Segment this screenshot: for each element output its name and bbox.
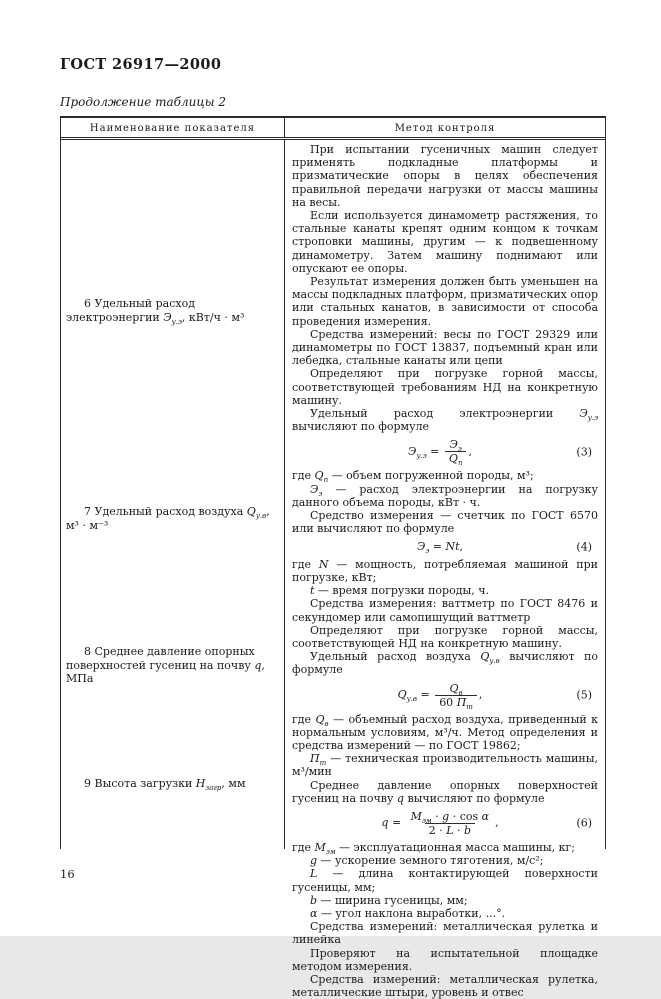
method-paragraph: g — ускорение земного тяготения, м/с²;: [310, 854, 544, 868]
method-paragraph: Определяют при погрузке горной массы, соответствующей требованиям НД на конкретную машину.: [292, 367, 598, 407]
math-variable: $Э_{у.э}$: [408, 444, 427, 461]
formula-body: $Q_{у.в}$ = $\frac{Q_в}{60 П_т}$ ,: [397, 681, 483, 711]
math-variable: $Э_{у.э}$: [579, 407, 598, 423]
math-variable: $Э_э$: [449, 438, 462, 454]
fraction: $\frac{Q_в}{60 П_т}$: [435, 682, 477, 709]
indicator-item: 9 Высота загрузки $H_{загр}$, мм: [84, 777, 246, 793]
math-variable: $Э_э$: [416, 540, 430, 556]
indicator-item: 7 Удельный расход воздуха $Q_{у.в}$, м³ · м⁻³: [66, 505, 270, 532]
math-variable: $Э_э$: [310, 482, 323, 498]
formula-body: q = $\frac{M_{эм} \cdot g \cdot \cos \alpha}{2 \cdot L \cdot b}$ ,: [381, 809, 499, 837]
method-paragraph: Средства измерения: ваттметр по ГОСТ 8476 и секундомер или самопишущий ваттметр: [292, 597, 598, 624]
math-variable: $Q_п$: [314, 469, 329, 485]
method-paragraph: t — время погрузки породы, ч.: [310, 584, 489, 598]
method-paragraph: $П_т$ — техническая производительность машины, м³/мин: [292, 752, 598, 779]
math-variable: L: [310, 867, 318, 881]
math-variable: $Q_в$: [449, 681, 463, 697]
page-number: 16: [60, 867, 75, 881]
fraction: $\frac{M_{эм} \cdot g \cdot \cos \alpha}{2 \cdot L \cdot b}$: [410, 809, 490, 837]
method-paragraph: α — угол наклона выработки, ...°.: [310, 906, 506, 920]
math-variable: t: [310, 584, 315, 598]
math-variable: $M_{эм}$: [410, 809, 432, 826]
formula-number: (5): [576, 688, 592, 702]
method-paragraph: где $Q_в$ — объемный расход воздуха, приведенный к нормальным условиям, м³/ч. Метод определения и средства измерений — по ГОСТ 19862;: [292, 712, 599, 752]
math-variable: g: [442, 809, 450, 823]
math-variable: $H_{загр}$: [195, 777, 222, 793]
math-variable: $M_{эм}$: [314, 840, 336, 857]
math-variable: N: [318, 557, 329, 571]
formula-number: (3): [576, 445, 592, 459]
math-variable: $Q_в$: [315, 712, 329, 728]
method-paragraph: Средство измерения — счетчик по ГОСТ 6570 или вычисляют по формуле: [292, 509, 598, 536]
math-variable: $Q_{у.в}$: [480, 650, 500, 666]
method-paragraph: Средства измерений: металлическая рулетка и линейка: [292, 920, 598, 947]
math-variable: N: [445, 540, 456, 554]
method-paragraph: Удельный расход воздуха $Q_{у.в}$ вычисляют по формуле: [292, 650, 598, 677]
method-paragraph: L — длина контактирующей поверхности гусеницы, мм;: [292, 867, 598, 894]
method-paragraph: Среднее давление опорных поверхностей гусениц на почву q вычисляют по формуле: [292, 778, 598, 805]
indicator-item: 8 Среднее давление опорных поверхностей гусениц на почву q, МПа: [66, 645, 265, 686]
column-header-method: Метод контроля: [394, 123, 496, 134]
method-paragraph: Проверяют на испытательной площадке методом измерения.: [292, 946, 598, 973]
table-header-row: [61, 118, 605, 140]
formula: [292, 438, 592, 468]
math-variable: q: [381, 816, 389, 830]
math-variable: q: [254, 658, 262, 672]
formula: [292, 681, 592, 711]
table-caption: Продолжение таблицы 2: [60, 95, 226, 109]
method-paragraph: При испытании гусеничных машин следует применять подкладные платформы и призматические опоры в целях обеспечения правильной передачи нагрузки от массы машины на весы.: [292, 143, 598, 209]
column-header-indicator: Наименование показателя: [61, 118, 285, 137]
method-paragraph: Средства измерений: металлическая рулетка, металлические штыри, уровень и отвес: [292, 972, 598, 999]
method-paragraph: где $M_{эм}$ — эксплуатационная масса машины, кг;: [292, 840, 576, 857]
math-variable: L: [446, 823, 454, 837]
method-paragraph: Определяют при погрузке горной массы, соответствующей НД на конкретную машину.: [292, 623, 598, 650]
method-paragraph: Удельный расход электроэнергии $Э_{у.э}$ вычисляют по формуле: [292, 407, 598, 434]
formula-body: $Э_{у.э}$ = $\frac{Э_э}{Q_п}$ ,: [408, 438, 472, 468]
math-variable: $Э_{у.э}$: [163, 310, 182, 326]
formula-number: (4): [576, 540, 592, 554]
math-variable: $Q_{у.в}$: [246, 505, 267, 521]
math-variable: α: [481, 809, 490, 823]
math-variable: b: [310, 893, 318, 907]
math-variable: $Q_п$: [448, 452, 463, 468]
indicator-cell: [61, 140, 285, 849]
formula: [292, 540, 592, 556]
math-variable: $Q_{у.в}$: [397, 688, 417, 704]
method-paragraph: Средства измерений: весы по ГОСТ 29329 или динамометры по ГОСТ 13837, подъемный кран или лебедка, стальные канаты или цепи: [292, 327, 598, 368]
method-paragraph: где N — мощность, потребляемая машиной при погрузке, кВт;: [292, 557, 598, 584]
method-cell: [285, 140, 605, 999]
method-paragraph: где $Q_п$ — объем погруженной породы, м³;: [292, 469, 534, 485]
math-variable: b: [464, 823, 472, 837]
formula-number: (6): [576, 816, 592, 830]
math-variable: $П_т$: [456, 695, 473, 711]
math-variable: $П_т$: [310, 752, 327, 768]
math-variable: q: [396, 791, 404, 805]
math-variable: g: [310, 854, 318, 868]
math-variable: t: [455, 540, 460, 554]
math-variable: α: [310, 906, 318, 920]
method-paragraph: $Э_э$ — расход электроэнергии на погрузку данного объема породы, кВт · ч.: [292, 482, 598, 509]
formula: [292, 809, 592, 837]
method-paragraph: Результат измерения должен быть уменьшен на массы подкладных платформ, призматических опор или стальных канатов, в зависимости от способа проведения измерения.: [292, 275, 598, 328]
fraction: [445, 438, 467, 468]
indicator-item: 6 Удельный расход электроэнергии $Э_{у.э}$, кВт/ч · м³: [66, 297, 245, 326]
formula-body: $Э_э = Nt$,: [416, 540, 464, 556]
standard-number: ГОСТ 26917—2000: [60, 56, 222, 73]
method-paragraph: Если используется динамометр растяжения, то стальные канаты крепят одним концом к точкам строповки машины, другим — к подвешенному динамометру. Затем машину поднимают или опускают ее опоры.: [292, 209, 598, 275]
method-paragraph: b — ширина гусеницы, мм;: [310, 893, 468, 907]
